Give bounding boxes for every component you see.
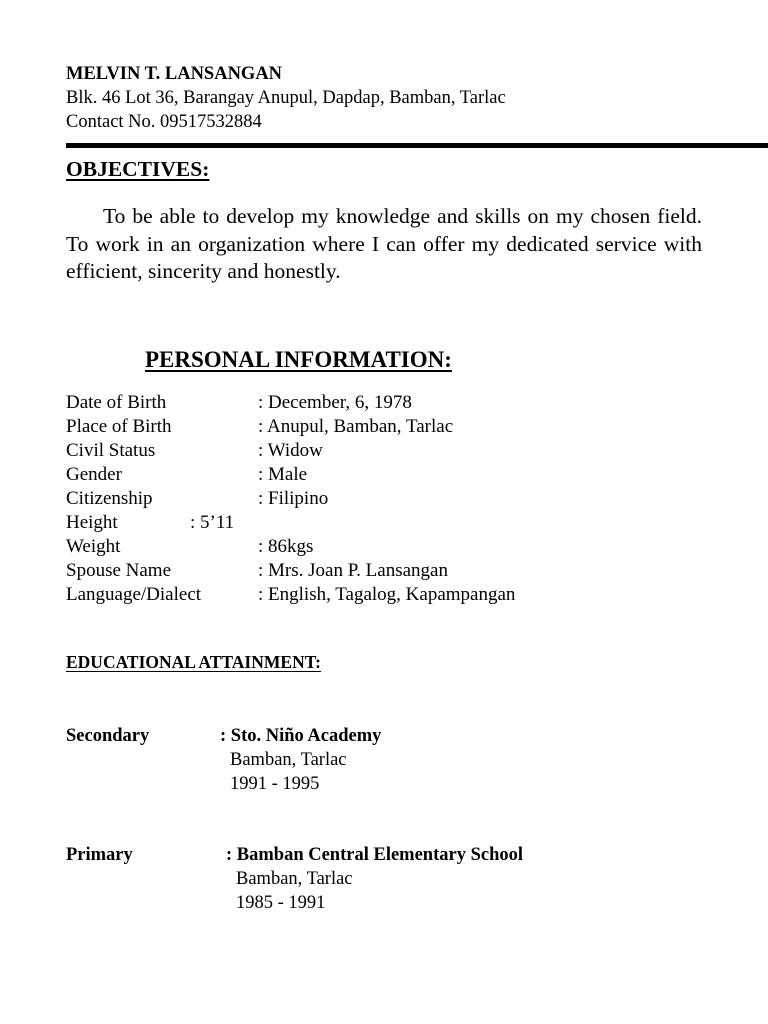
header-divider [66, 143, 768, 148]
pi-value-spouse-name: : Mrs. Joan P. Lansangan [258, 560, 448, 581]
pi-value-civil-status: : Widow [258, 440, 323, 461]
personal-info-heading: PERSONAL INFORMATION: [145, 347, 452, 372]
applicant-name: MELVIN T. LANSANGAN [66, 64, 283, 84]
applicant-address: Blk. 46 Lot 36, Barangay Anupul, Dapdap, Bamban, Tarlac [66, 88, 506, 108]
pi-label-place-of-birth: Place of Birth [66, 416, 172, 437]
edu-location-secondary: Bamban, Tarlac [230, 750, 347, 770]
objectives-heading: OBJECTIVES: [66, 157, 210, 181]
edu-location-primary: Bamban, Tarlac [236, 869, 353, 889]
edu-level-primary: Primary [66, 845, 133, 865]
education-heading: EDUCATIONAL ATTAINMENT: [66, 652, 321, 672]
pi-value-weight: : 86kgs [258, 536, 314, 557]
edu-years-primary: 1985 - 1991 [236, 893, 326, 913]
pi-value-citizenship: : Filipino [258, 488, 329, 509]
pi-value-gender: : Male [258, 464, 308, 485]
pi-value-height: : 5’11 [190, 512, 235, 533]
pi-label-citizenship: Citizenship [66, 488, 153, 509]
edu-level-secondary: Secondary [66, 726, 150, 746]
pi-label-date-of-birth: Date of Birth [66, 392, 167, 413]
pi-label-gender: Gender [66, 464, 122, 485]
pi-label-spouse-name: Spouse Name [66, 560, 172, 581]
pi-value-date-of-birth: : December, 6, 1978 [258, 392, 412, 413]
pi-value-place-of-birth: : Anupul, Bamban, Tarlac [258, 416, 454, 437]
pi-label-civil-status: Civil Status [66, 440, 156, 461]
objectives-text: To be able to develop my knowledge and skills on my chosen field. To work in an organization where I can offer my dedicated service with efficient, sincerity and honestly. [66, 204, 702, 283]
edu-years-secondary: 1991 - 1995 [230, 774, 320, 794]
applicant-contact: Contact No. 09517532884 [66, 112, 262, 132]
edu-school-secondary: : Sto. Niño Academy [220, 726, 382, 746]
pi-label-language-dialect: Language/Dialect [66, 584, 202, 605]
edu-school-primary: : Bamban Central Elementary School [226, 845, 524, 865]
pi-value-language-dialect: : English, Tagalog, Kapampangan [258, 584, 516, 605]
pi-label-height: Height [66, 512, 118, 533]
pi-label-weight: Weight [66, 536, 121, 557]
